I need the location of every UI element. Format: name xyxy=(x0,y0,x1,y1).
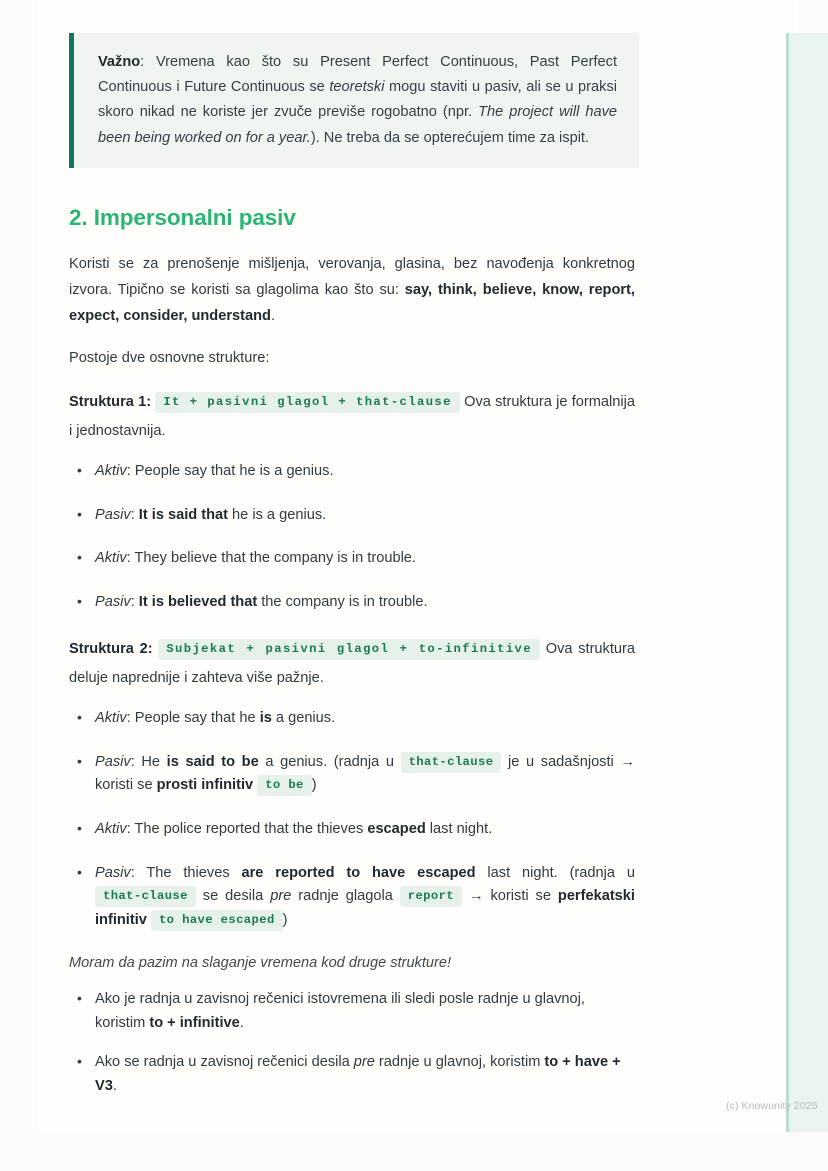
example-tag: Aktiv xyxy=(95,820,127,837)
example-tag: Pasiv xyxy=(95,864,131,881)
callout-text-3: ). Ne treba da se opterećujem time za ispit. xyxy=(310,129,590,146)
example-tag: Pasiv xyxy=(95,753,131,770)
example-sep: : xyxy=(130,864,147,881)
example-text: a genius. (radnja u xyxy=(258,753,401,770)
struktura-1-examples xyxy=(69,460,635,615)
example-text: People say that he xyxy=(134,710,260,726)
example-bold: escaped xyxy=(367,820,426,837)
document-card xyxy=(38,0,818,1132)
intro-text: Koristi se za prenošenje mišljenja, verovanja, glasina, bez navođenja konkretnog izvora. Tipično se koristi sa glagolima kao što su: xyxy=(69,256,635,299)
example-text: a genius. xyxy=(271,710,336,726)
example-text: → koristi se xyxy=(462,888,558,905)
rule-text: radnje u glavnoj, koristim xyxy=(374,1054,545,1071)
intro-verb-list: say, think, believe, know, report, expect, consider, understand xyxy=(69,282,635,325)
struktura-2-code-chip: Subjekat + pasivni glagol + to-infinitive xyxy=(158,639,540,660)
list-item xyxy=(69,988,635,1035)
list-item xyxy=(69,751,635,798)
list-item xyxy=(69,862,635,933)
example-italic: pre xyxy=(270,888,292,905)
time-agreement-note: Moram da pazim na slaganje vremena kod druge strukture! xyxy=(69,955,452,972)
example-bold: It is said that xyxy=(138,506,228,523)
section-intro-paragraph xyxy=(69,252,635,329)
inline-code-chip: that-clause xyxy=(95,886,196,907)
example-sep: : xyxy=(130,593,139,610)
example-sep: : xyxy=(126,463,135,480)
example-text: He xyxy=(141,753,167,770)
callout-text-1: : Vremena kao što su Present Perfect Continuous, Past Perfect Continuous i Future Continuous se xyxy=(98,54,617,96)
struktura-1-label: Struktura 1: xyxy=(69,393,152,410)
inline-code-chip: to be xyxy=(257,775,312,796)
struktura-2-after: Ova struktura deluje naprednije i zahteva više pažnje. xyxy=(69,640,635,686)
example-text: ) xyxy=(282,911,288,928)
struktura-1-after: Ova struktura je formalnija i jednostavnija. xyxy=(69,393,635,439)
example-bold: prosti infinitiv xyxy=(156,777,254,794)
example-text: The thieves xyxy=(146,864,242,881)
example-sep: : xyxy=(130,506,139,523)
example-bold: It is believed that xyxy=(138,593,258,610)
example-bold: perfekatski infinitiv xyxy=(95,888,635,928)
list-item xyxy=(69,460,635,484)
section-heading: 2. Impersonalni pasiv xyxy=(69,204,296,230)
example-sep: : xyxy=(126,710,135,726)
callout-italic-2: The project will have been being worked on for a year. xyxy=(98,104,617,146)
rule-text: . xyxy=(112,1078,117,1095)
important-callout xyxy=(69,33,639,168)
example-sep: : xyxy=(130,753,142,770)
rule-bold: to + infinitive xyxy=(149,1014,240,1031)
callout-italic-1: teoretski xyxy=(329,79,385,96)
example-plain-before: They believe that the company is in trouble. xyxy=(134,550,416,567)
example-tag: Pasiv xyxy=(95,506,131,523)
list-item xyxy=(69,707,635,731)
list-item xyxy=(69,591,635,615)
example-text: The police reported that the thieves xyxy=(134,820,368,837)
example-text: last night. (radnja u xyxy=(475,864,635,881)
list-item xyxy=(69,818,635,842)
rule-text: Ako se radnja u zavisnoj rečenici desila xyxy=(95,1054,354,1071)
list-item xyxy=(69,547,635,571)
example-tag: Pasiv xyxy=(95,593,131,610)
example-sep: : xyxy=(126,550,135,567)
example-tag: Aktiv xyxy=(95,710,127,726)
example-bold: is xyxy=(259,710,272,726)
right-accent-strip xyxy=(786,33,828,1132)
example-plain-after: the company is in trouble. xyxy=(257,593,428,610)
document-content xyxy=(69,33,635,1115)
example-text: last night. xyxy=(425,820,493,837)
example-sep: : xyxy=(126,820,135,837)
example-tag: Aktiv xyxy=(95,550,127,567)
intro-end: . xyxy=(270,308,276,325)
list-item xyxy=(69,1051,635,1098)
struktura-2-line xyxy=(69,635,635,693)
time-agreement-rules xyxy=(69,988,635,1099)
struktura-2-label: Struktura 2: xyxy=(69,640,153,657)
list-item xyxy=(69,504,635,528)
example-text: je u sadašnjosti → koristi se xyxy=(95,753,635,794)
inline-code-chip: to have escaped xyxy=(151,910,283,931)
example-bold: is said to be xyxy=(166,753,259,770)
example-plain-after: he is a genius. xyxy=(228,506,327,523)
struktura-1-line xyxy=(69,388,635,446)
rule-bold: to + have + V3 xyxy=(95,1054,621,1095)
callout-paragraph xyxy=(98,50,617,151)
example-text: ) xyxy=(311,777,317,794)
rule-text: Ako je radnja u zavisnoj rečenici istovremena ili sledi posle radnje u glavnoj, koristim xyxy=(95,991,585,1031)
struktura-1-code-chip: It + pasivni glagol + that-clause xyxy=(155,392,460,413)
inline-code-chip: that-clause xyxy=(401,752,502,773)
struktura-2-examples xyxy=(69,707,635,932)
watermark: (c) Knowunity 2025 xyxy=(726,1100,818,1112)
example-plain-before: People say that he is a genius. xyxy=(134,463,334,480)
example-text: radnje glagola xyxy=(291,888,400,905)
example-tag: Aktiv xyxy=(95,463,127,480)
example-text: se desila xyxy=(195,888,271,905)
callout-text-2: mogu staviti u pasiv, ali se u praksi skoro nikad ne koriste jer zvuče previše rogobatno (npr. xyxy=(98,79,617,121)
inline-code-chip: report xyxy=(400,886,462,907)
callout-label: Važno xyxy=(98,54,141,70)
rule-italic: pre xyxy=(353,1054,375,1071)
structures-lead: Postoje dve osnovne strukture: xyxy=(69,349,270,366)
rule-text: . xyxy=(239,1014,244,1031)
example-bold: are reported to have escaped xyxy=(241,864,476,881)
